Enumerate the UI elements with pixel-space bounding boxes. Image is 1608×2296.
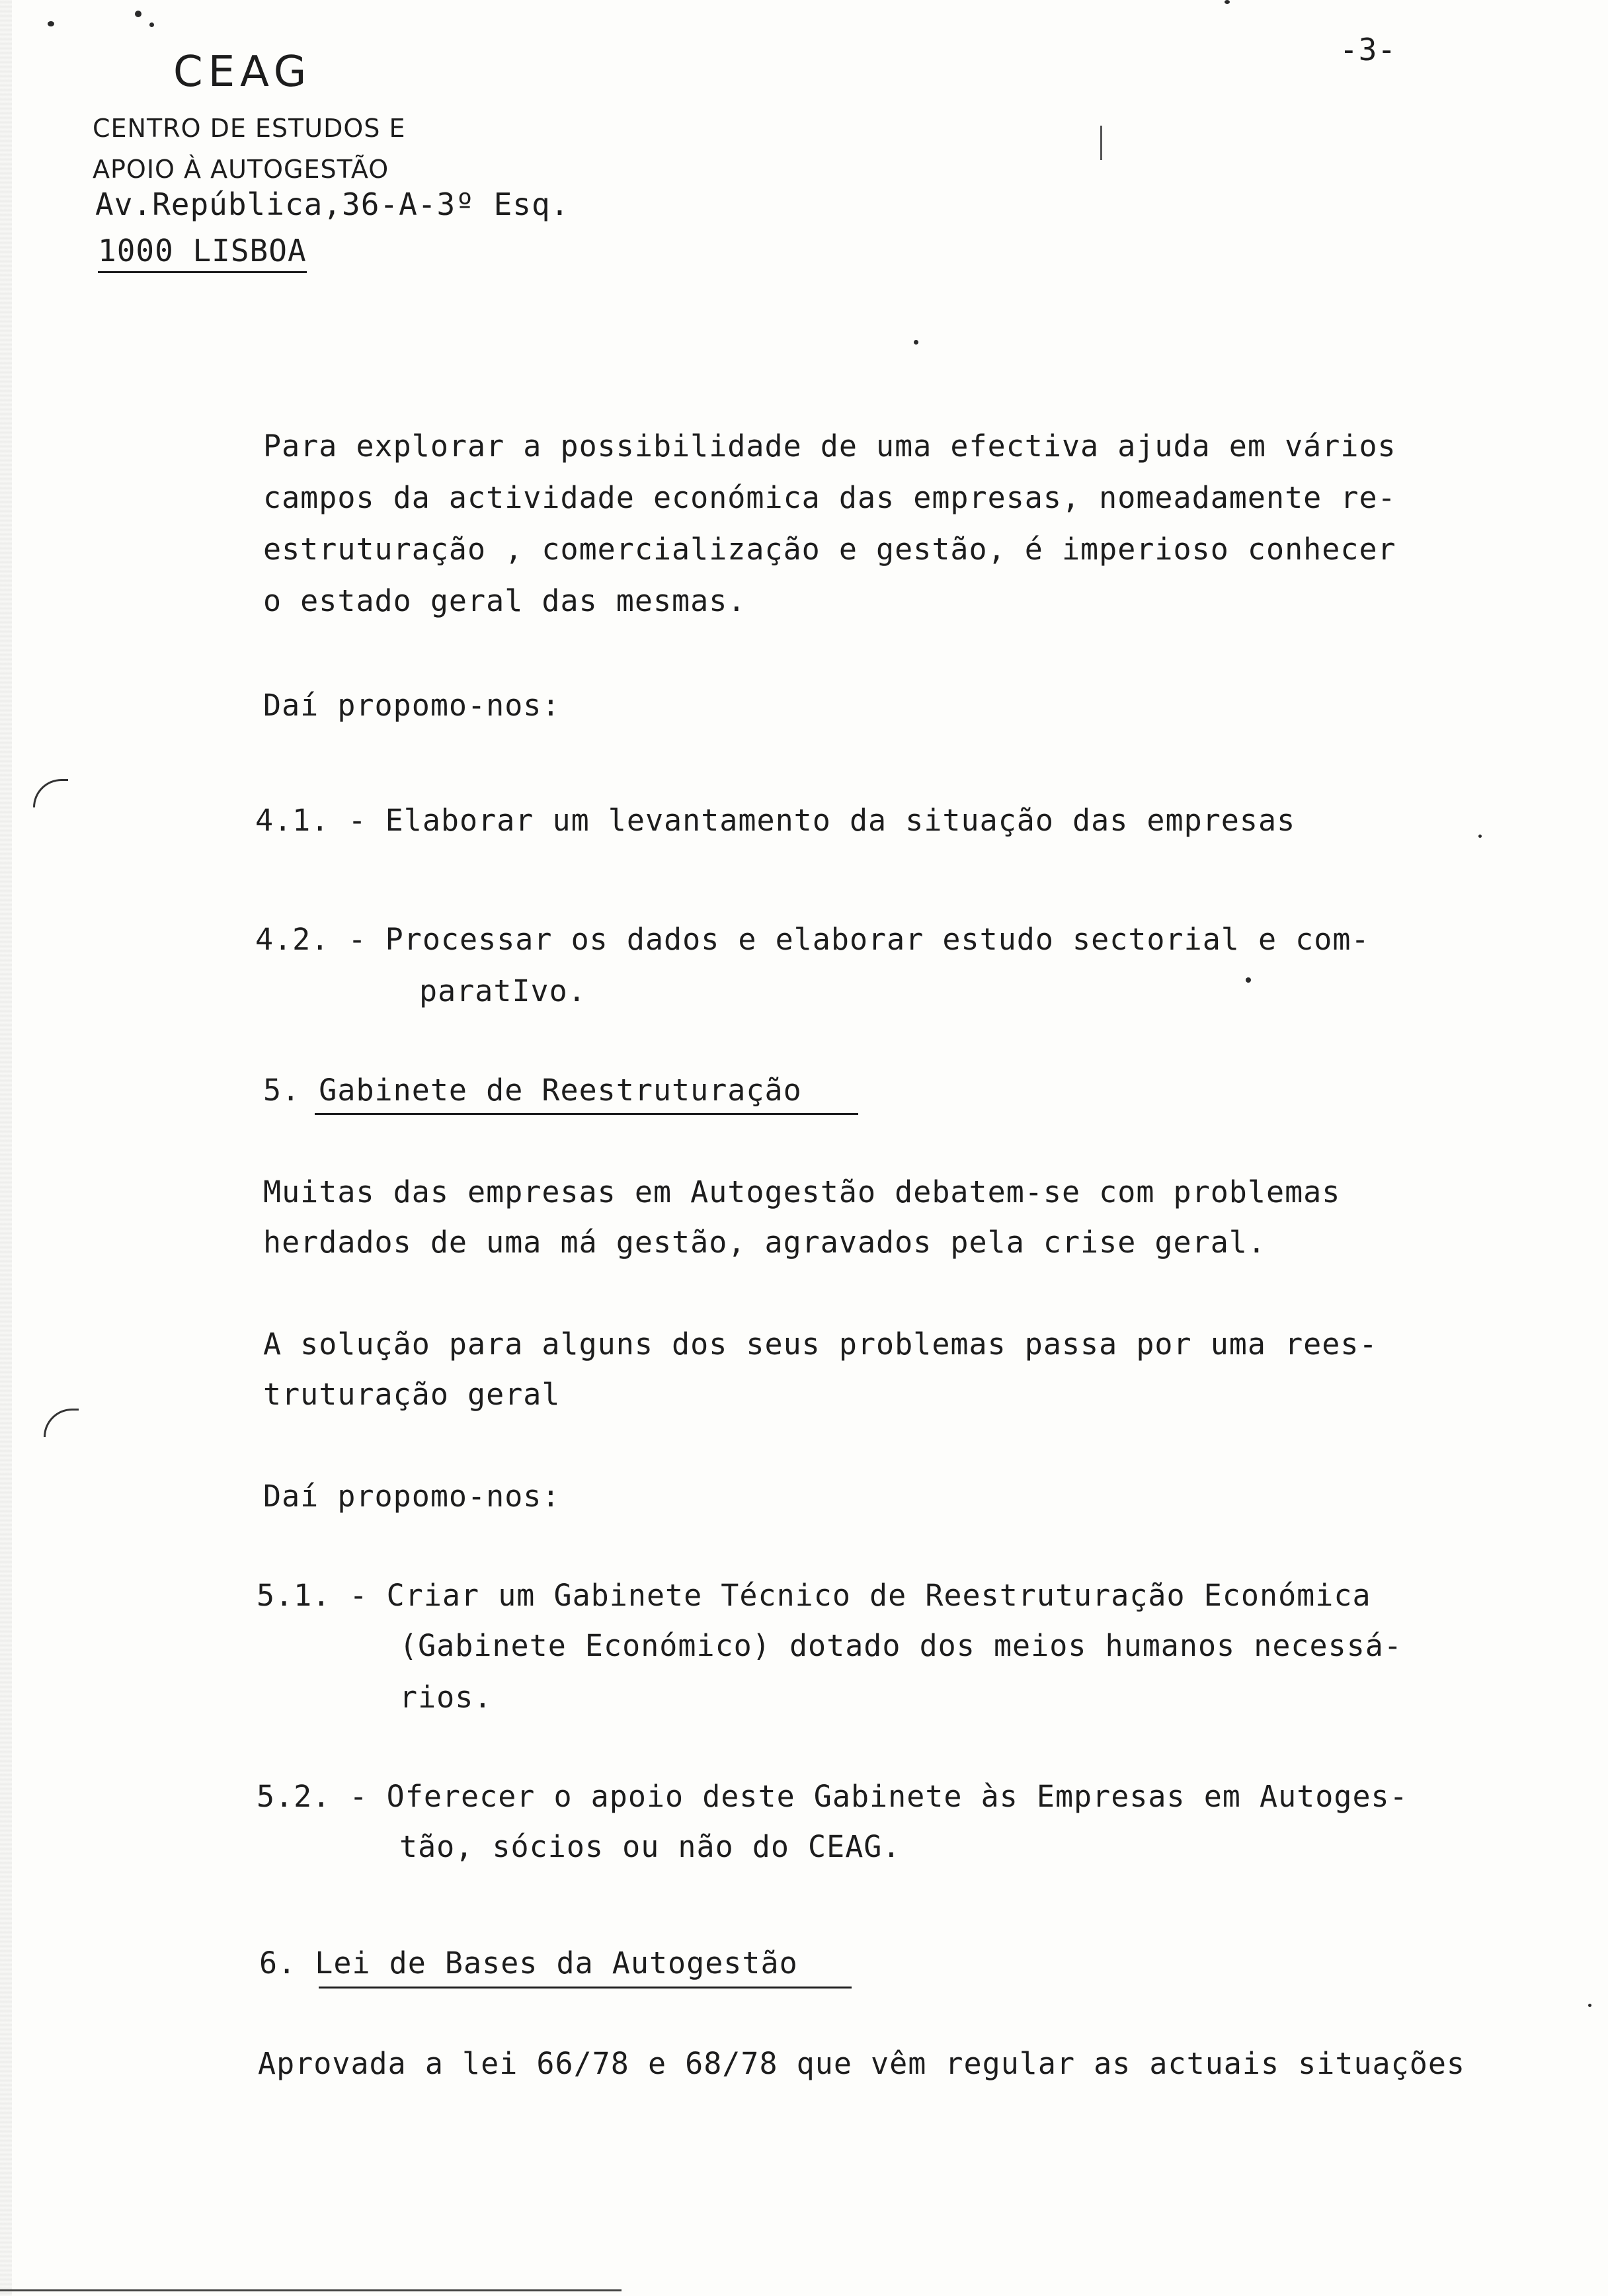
intro-line: estruturação , comercialização e gestão, é imperioso conhecer — [263, 532, 1396, 567]
scan-speck — [135, 11, 141, 17]
intro-line: Para explorar a possibilidade de uma efectiva ajuda em vários — [263, 429, 1396, 464]
scan-speck — [1478, 835, 1482, 838]
list-item-4-2-cont: paratIvo. — [419, 973, 586, 1008]
list-item-5-1: 5.1. - Criar um Gabinete Técnico de Reestruturação Económica — [257, 1578, 1371, 1613]
propose-text: Daí propomo-nos: — [263, 1479, 561, 1514]
intro-line: campos da actividade económica das empresas, nomeadamente re- — [263, 480, 1396, 515]
propose-text: Daí propomo-nos: — [263, 688, 561, 723]
org-name-line2: APOIO À AUTOGESTÃO — [93, 155, 389, 184]
address: Av.República,36-A-3º Esq. — [95, 186, 570, 222]
section-5-text: herdados de uma má gestão, agravados pela crise geral. — [263, 1225, 1266, 1260]
section-5-heading: 5. Gabinete de Reestruturação — [263, 1073, 802, 1108]
intro-line: o estado geral das mesmas. — [263, 583, 746, 618]
scan-speck — [1225, 0, 1230, 4]
bottom-edge-line — [0, 2289, 622, 2291]
section-6-underline — [319, 1987, 852, 1988]
scan-speck — [149, 22, 154, 27]
scan-speck — [48, 21, 54, 26]
scan-mark — [1100, 126, 1102, 160]
brand-logo-text: CEAG — [173, 48, 312, 97]
section-5-text: Muitas das empresas em Autogestão debatem-se com problemas — [263, 1174, 1341, 1210]
section-5-text: truturação geral — [263, 1377, 561, 1412]
section-6-text: Aprovada a lei 66/78 e 68/78 que vêm regular as actuais situações — [258, 2046, 1465, 2081]
list-item-5-2-cont: tão, sócios ou não do CEAG. — [399, 1829, 901, 1864]
scan-speck — [1246, 977, 1251, 983]
org-name-line1: CENTRO DE ESTUDOS E — [93, 114, 406, 143]
margin-hole-mark — [33, 779, 68, 807]
margin-hole-mark — [44, 1409, 79, 1437]
list-item-5-1-cont: (Gabinete Económico) dotado dos meios humanos necessá- — [399, 1628, 1402, 1663]
list-item-4-2: 4.2. - Processar os dados e elaborar estudo sectorial e com- — [255, 922, 1370, 957]
scan-speck — [914, 340, 918, 345]
scan-edge — [0, 0, 12, 2296]
scan-speck — [1588, 2004, 1591, 2007]
section-5-underline — [315, 1113, 858, 1115]
list-item-5-2: 5.2. - Oferecer o apoio deste Gabinete às Empresas em Autoges- — [257, 1779, 1408, 1814]
city: 1000 LISBOA — [98, 233, 307, 273]
section-6-heading: 6. Lei de Bases da Autogestão — [259, 1946, 798, 1981]
list-item-4-1: 4.1. - Elaborar um levantamento da situação das empresas — [255, 803, 1296, 838]
page-number: -3- — [1340, 32, 1397, 67]
list-item-5-1-cont: rios. — [399, 1680, 493, 1715]
section-5-text: A solução para alguns dos seus problemas passa por uma rees- — [263, 1327, 1378, 1362]
